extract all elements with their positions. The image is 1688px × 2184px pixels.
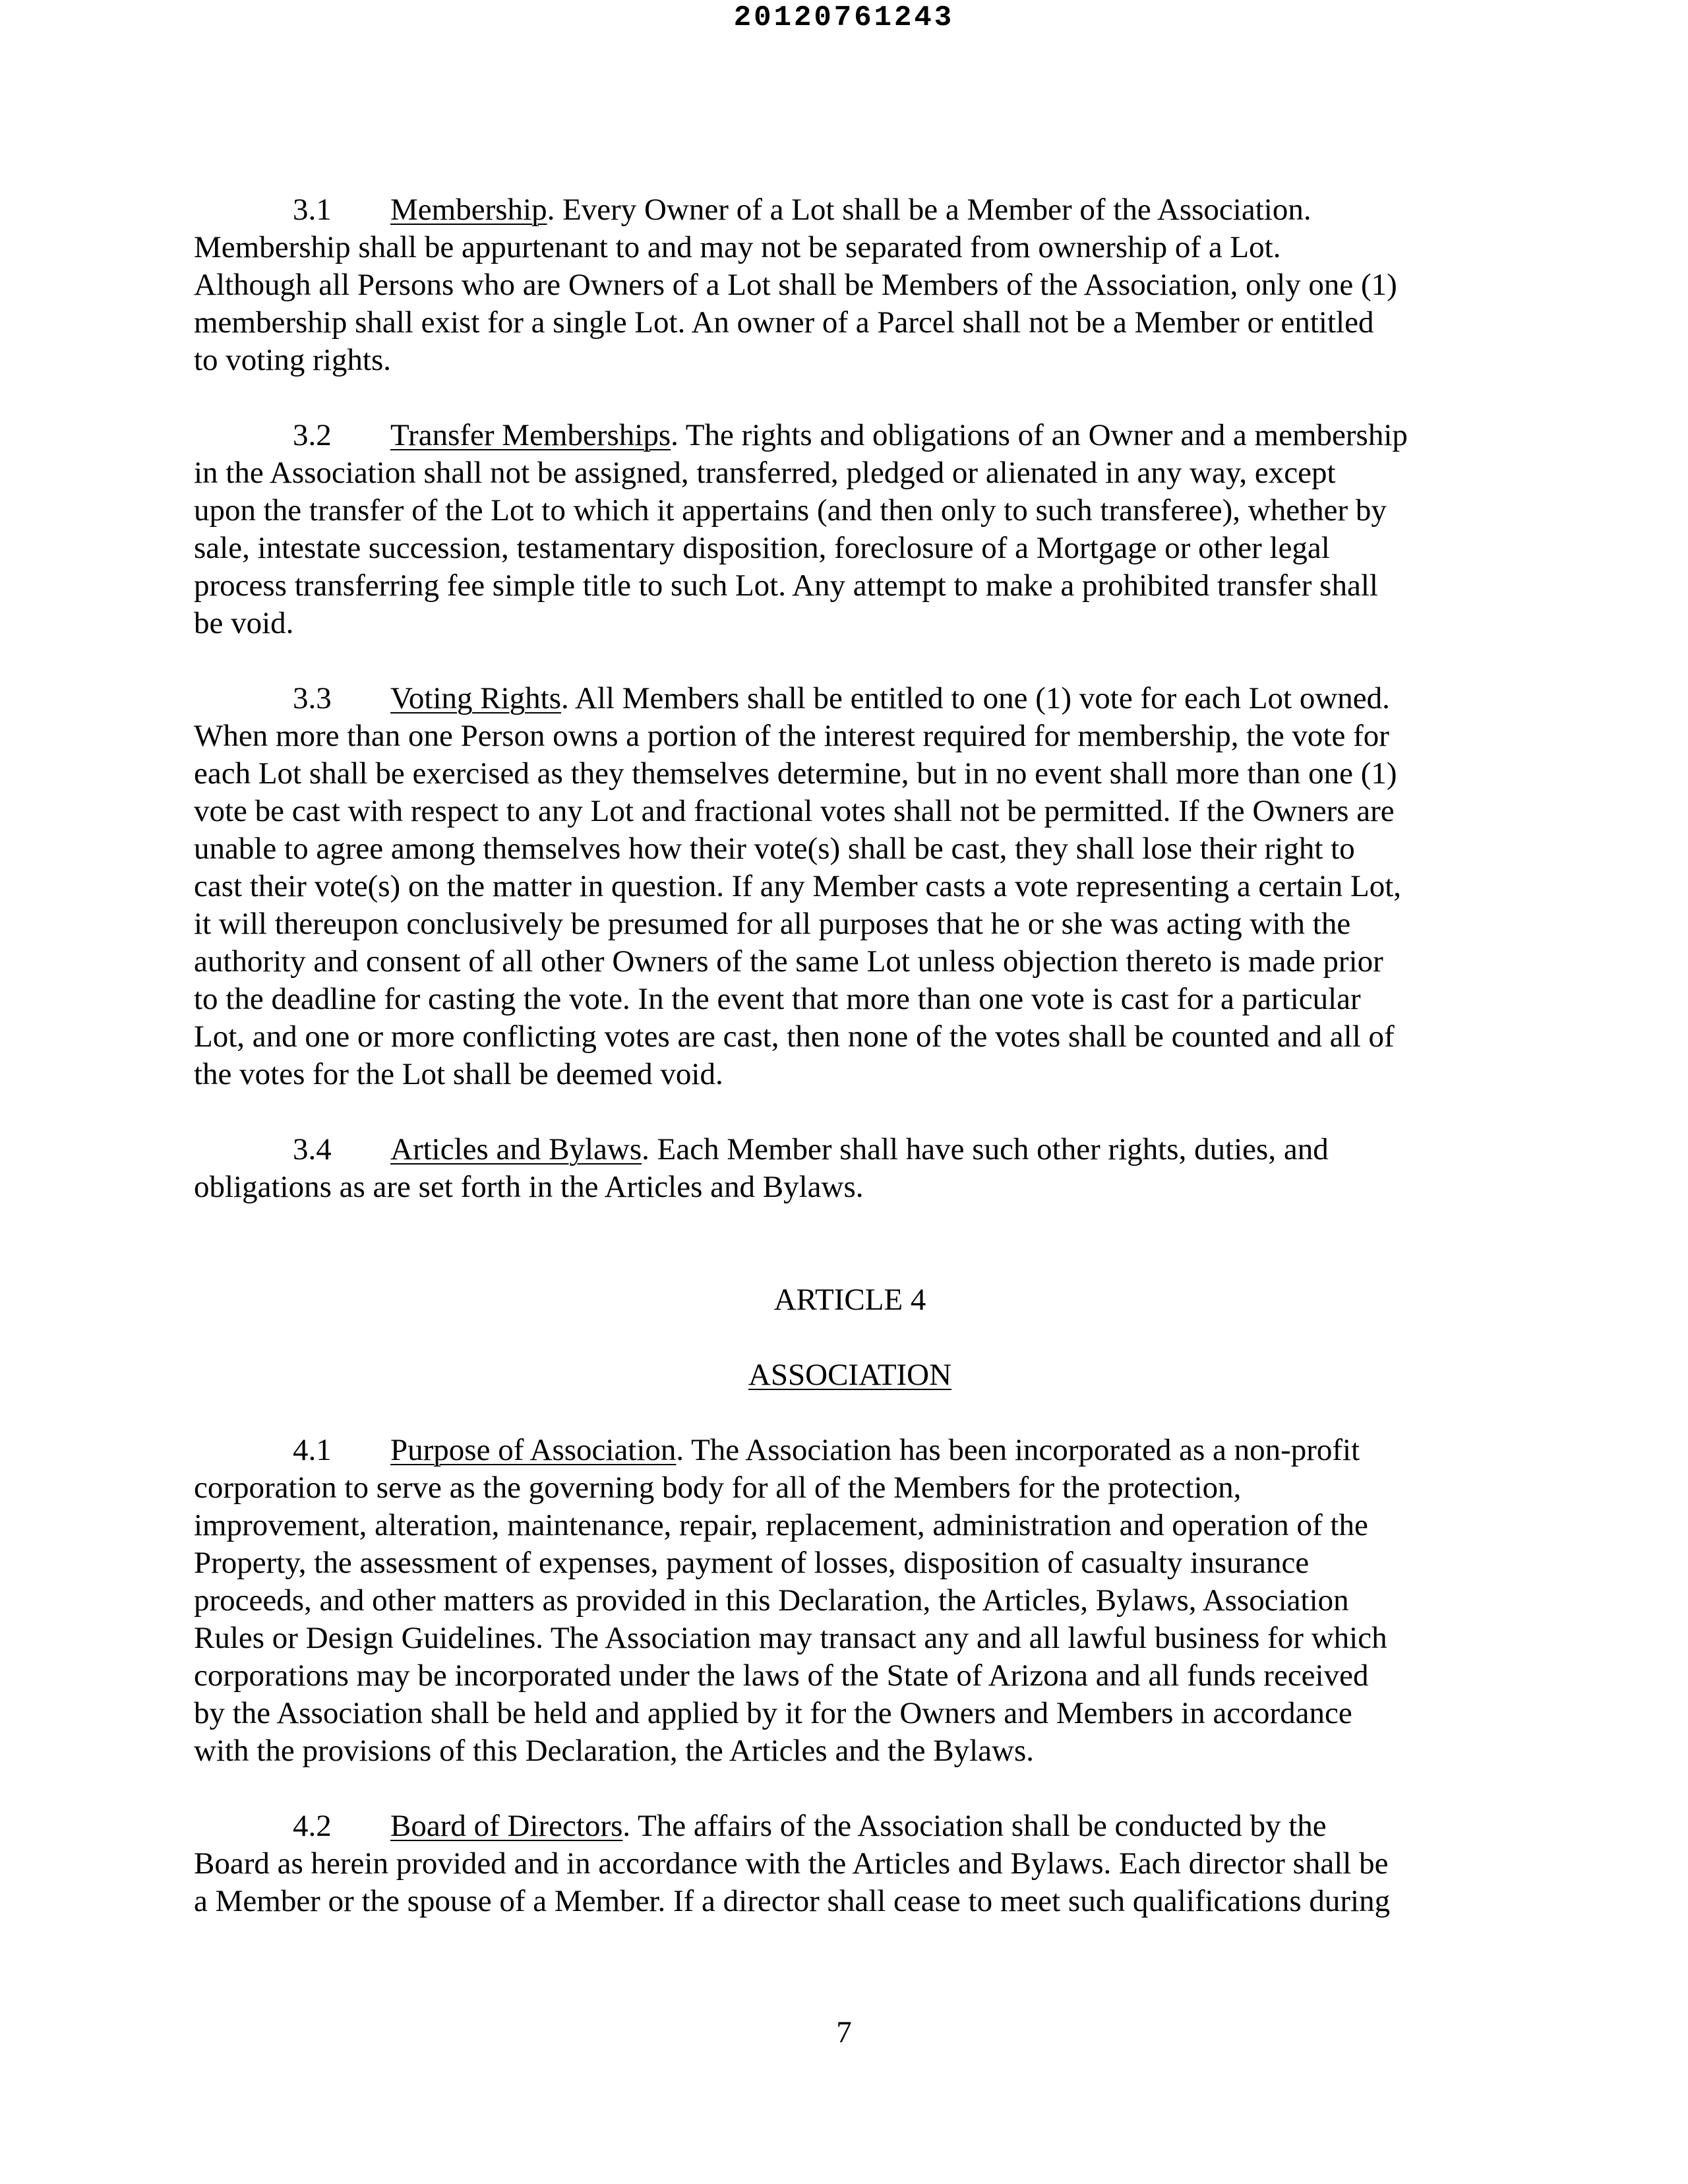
section-text-line: the votes for the Lot shall be deemed void.	[194, 1057, 723, 1091]
section-text-line: Board as herein provided and in accordance with the Articles and Bylaws. Each director shall be	[194, 1846, 1389, 1881]
section-number: 3.2	[293, 418, 332, 452]
article-title: ASSOCIATION	[748, 1358, 952, 1392]
section-text-line: corporations may be incorporated under the laws of the State of Arizona and all funds received	[194, 1658, 1369, 1693]
section-text-line: membership shall exist for a single Lot. An owner of a Parcel shall not be a Member or entitled	[194, 305, 1374, 340]
section-text-line: Membership shall be appurtenant to and may not be separated from ownership of a Lot.	[194, 230, 1281, 264]
section-text-line: a Member or the spouse of a Member. If a director shall cease to meet such qualifications during	[194, 1884, 1391, 1918]
section-title: Board of Directors	[390, 1809, 623, 1843]
section-text-line: each Lot shall be exercised as they themselves determine, but in no event shall more than one (1)	[194, 756, 1397, 791]
section-text-line: upon the transfer of the Lot to which it appertains (and then only to such transferee), whether by	[194, 493, 1387, 528]
section-text-line: it will thereupon conclusively be presumed for all purposes that he or she was acting with the	[194, 907, 1351, 941]
section-3-4	[194, 1131, 1513, 1206]
section-title: Voting Rights	[390, 681, 562, 715]
section-text-line: vote be cast with respect to any Lot and fractional votes shall not be permitted. If the Owners are	[194, 794, 1395, 828]
section-title: Membership	[390, 193, 547, 227]
section-text-line: authority and consent of all other Owners of the same Lot unless objection thereto is made prior	[194, 944, 1383, 979]
section-text-line: . Every Owner of a Lot shall be a Member of the Association.	[547, 193, 1311, 227]
page-number: 7	[836, 2015, 852, 2049]
section-number: 4.1	[293, 1433, 332, 1467]
document-body	[194, 191, 1513, 1920]
section-text-line: sale, intestate succession, testamentary disposition, foreclosure of a Mortgage or other legal	[194, 531, 1330, 565]
section-4-1	[194, 1432, 1513, 1770]
section-4-2	[194, 1807, 1513, 1920]
section-text-line: When more than one Person owns a portion of the interest required for membership, the vote for	[194, 719, 1389, 753]
section-text-line: process transferring fee simple title to such Lot. Any attempt to make a prohibited transfer shall	[194, 568, 1378, 603]
section-text-line: to the deadline for casting the vote. In the event that more than one vote is cast for a particular	[194, 982, 1361, 1016]
section-text-line: in the Association shall not be assigned, transferred, pledged or alienated in any way, except	[194, 456, 1336, 490]
section-text-line: . The Association has been incorporated as a non-profit	[676, 1433, 1360, 1467]
section-text-line: corporation to serve as the governing body for all of the Members for the protection,	[194, 1471, 1242, 1505]
section-number: 4.2	[293, 1809, 332, 1843]
section-text-line: . Each Member shall have such other rights, duties, and	[642, 1132, 1329, 1167]
section-text-line: . All Members shall be entitled to one (1) vote for each Lot owned.	[561, 681, 1390, 715]
section-3-2	[194, 417, 1513, 642]
section-number: 3.1	[293, 193, 332, 227]
section-text-line: obligations as are set forth in the Articles and Bylaws.	[194, 1170, 864, 1204]
section-title: Purpose of Association	[390, 1433, 677, 1467]
section-text-line: . The rights and obligations of an Owner and a membership	[671, 418, 1408, 452]
section-text-line: unable to agree among themselves how their vote(s) shall be cast, they shall lose their right to	[194, 832, 1355, 866]
section-text-line: be void.	[194, 606, 294, 640]
section-text-line: Lot, and one or more conflicting votes are cast, then none of the votes shall be counted and all of	[194, 1019, 1395, 1054]
section-number: 3.4	[293, 1132, 332, 1167]
section-text-line: proceeds, and other matters as provided in this Declaration, the Articles, Bylaws, Association	[194, 1583, 1349, 1618]
section-title: Transfer Memberships	[390, 418, 671, 452]
section-text-line: Rules or Design Guidelines. The Association may transact any and all lawful business for which	[194, 1621, 1387, 1655]
section-text-line: to voting rights.	[194, 343, 391, 377]
document-number: 20120761243	[733, 1, 955, 34]
section-text-line: improvement, alteration, maintenance, repair, replacement, administration and operation of the	[194, 1508, 1368, 1542]
section-text-line: Property, the assessment of expenses, payment of losses, disposition of casualty insurance	[194, 1546, 1310, 1580]
section-number: 3.3	[293, 681, 332, 715]
section-title: Articles and Bylaws	[390, 1132, 642, 1167]
section-3-1	[194, 191, 1513, 379]
section-text-line: with the provisions of this Declaration, the Articles and the Bylaws.	[194, 1734, 1034, 1768]
section-text-line: cast their vote(s) on the matter in question. If any Member casts a vote representing a certain Lot,	[194, 869, 1402, 903]
section-text-line: by the Association shall be held and applied by it for the Owners and Members in accordance	[194, 1696, 1352, 1730]
section-text-line: Although all Persons who are Owners of a Lot shall be Members of the Association, only one (1)	[194, 268, 1397, 302]
section-3-3	[194, 680, 1513, 1093]
section-text-line: . The affairs of the Association shall be conducted by the	[622, 1809, 1327, 1843]
article-heading: ARTICLE 4	[773, 1283, 926, 1317]
